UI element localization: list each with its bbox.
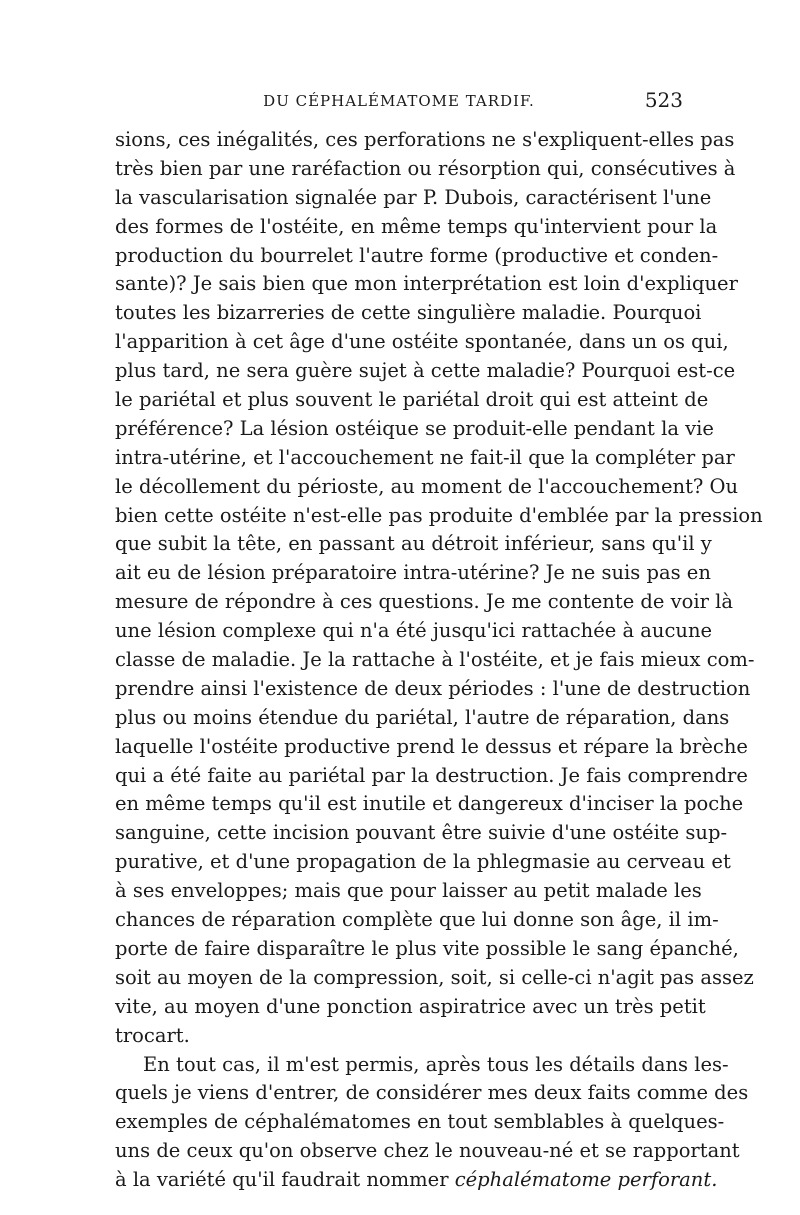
text-line: en même temps qu'il est inutile et dangereux d'inciser la poche (115, 792, 744, 816)
text-line: que subit la tête, en passant au détroit inférieur, sans qu'il y (115, 532, 712, 556)
text-line: vite, au moyen d'une ponction aspiratrice avec un très petit (115, 994, 706, 1018)
text-line: soit au moyen de la compression, soit, si celle-ci n'agit pas assez (115, 965, 754, 989)
text-line: purative, et d'une propagation de la phlegmasie au cerveau et (115, 850, 731, 874)
text-line: plus ou moins étendue du pariétal, l'autre de réparation, dans (115, 705, 730, 729)
text-line: ait eu de lésion préparatoire intra-utérine? Je ne suis pas en (115, 561, 711, 585)
text-line: uns de ceux qu'on observe chez le nouveau-né et se rapportant (115, 1139, 740, 1163)
text-line: chances de réparation complète que lui donne son âge, il im- (115, 908, 719, 932)
text-line-final (115, 1166, 718, 1195)
text-line: préférence? La lésion ostéique se produit-elle pendant la vie (115, 416, 714, 440)
running-title: DU CÉPHALÉMATOME TARDIF. (263, 92, 535, 110)
running-head (115, 88, 683, 116)
text-line: exemples de céphalématomes en tout semblables à quelques- (115, 1110, 725, 1134)
final-line-prefix: à la variété qu'il faudrait nommer (115, 1168, 455, 1192)
text-line: toutes les bizarreries de cette singulière maladie. Pourquoi (115, 301, 702, 325)
text-line: sante)? Je sais bien que mon interprétation est loin d'expliquer (115, 272, 738, 296)
text-line: prendre ainsi l'existence de deux périodes : l'une de destruction (115, 676, 751, 700)
text-line: bien cette ostéite n'est-elle pas produite d'emblée par la pression (115, 503, 763, 527)
text-line: intra-utérine, et l'accouchement ne fait-il que la compléter par (115, 445, 735, 469)
text-line: la vascularisation signalée par P. Dubois, caractérisent l'une (115, 185, 712, 209)
text-line: le décollement du périoste, au moment de l'accouchement? Ou (115, 474, 739, 498)
text-line: trocart. (115, 1023, 190, 1047)
text-line: le pariétal et plus souvent le pariétal droit qui est atteint de (115, 388, 709, 412)
final-line-italic: céphalématome perforant. (454, 1168, 718, 1192)
text-line: sanguine, cette incision pouvant être suivie d'une ostéite sup- (115, 821, 728, 845)
text-line: très bien par une raréfaction ou résorption qui, consécutives à (115, 156, 736, 180)
text-line: l'apparition à cet âge d'une ostéite spontanée, dans un os qui, (115, 330, 729, 354)
text-line: production du bourrelet l'autre forme (productive et conden- (115, 243, 719, 267)
text-line: porte de faire disparaître le plus vite possible le sang épanché, (115, 936, 739, 960)
page-number: 523 (644, 88, 683, 112)
text-line: des formes de l'ostéite, en même temps qu'intervient pour la (115, 214, 718, 238)
text-line: sions, ces inégalités, ces perforations ne s'expliquent-elles pas (115, 128, 735, 151)
text-line: une lésion complexe qui n'a été jusqu'ici rattachée à aucune (115, 619, 713, 643)
text-line: laquelle l'ostéite productive prend le dessus et répare la brèche (115, 734, 748, 758)
text-line: qui a été faite au pariétal par la destruction. Je fais comprendre (115, 763, 748, 787)
text-line: plus tard, ne sera guère sujet à cette maladie? Pourquoi est-ce (115, 359, 736, 383)
text-line: classe de maladie. Je la rattache à l'ostéite, et je fais mieux com- (115, 648, 755, 672)
text-line: à ses enveloppes; mais que pour laisser au petit malade les (115, 879, 702, 903)
text-line: mesure de répondre à ces questions. Je me contente de voir là (115, 590, 734, 614)
text-line: En tout cas, il m'est permis, après tous les détails dans les- (143, 1052, 729, 1076)
text-line: quels je viens d'entrer, de considérer mes deux faits comme des (115, 1081, 749, 1105)
body-text (115, 126, 763, 1195)
